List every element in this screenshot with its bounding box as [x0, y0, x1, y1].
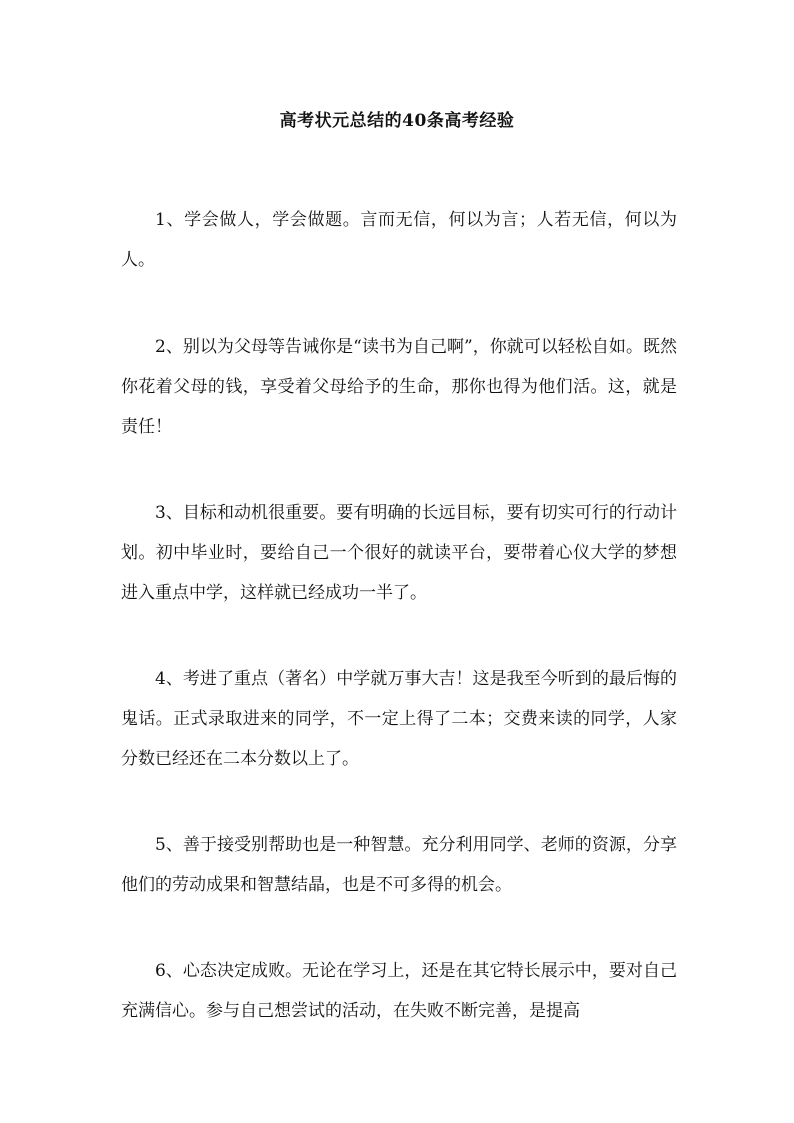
paragraph-6: 6、心态决定成败。无论在学习上，还是在其它特长展示中，要对自己充满信心。参与自己想尝试的活动，在失败不断完善，是提高: [121, 961, 677, 1021]
paragraph-4: 4、考进了重点（著名）中学就万事大吉！这是我至今听到的最后悔的鬼话。正式录取进来的同学，不一定上得了二本；交费来读的同学，人家分数已经还在二本分数以上了。: [121, 669, 677, 769]
paragraph-3: 3、目标和动机很重要。要有明确的长远目标，要有切实可行的行动计划。初中毕业时，要给自己一个很好的就读平台，要带着心仪大学的梦想进入重点中学，这样就已经成功一半了。: [121, 503, 677, 603]
document-title: 高考状元总结的40条高考经验: [279, 111, 515, 131]
paragraph-5: 5、善于接受别帮助也是一种智慧。充分利用同学、老师的资源，分享他们的劳动成果和智慧结晶，也是不可多得的机会。: [121, 835, 677, 895]
paragraph-1: 1、学会做人，学会做题。言而无信，何以为言；人若无信，何以为人。: [121, 210, 677, 270]
paragraph-2: 2、别以为父母等告诫你是“读书为自己啊”，你就可以轻松自如。既然你花着父母的钱，享受着父母给予的生命，那你也得为他们活。这，就是责任！: [121, 337, 677, 437]
